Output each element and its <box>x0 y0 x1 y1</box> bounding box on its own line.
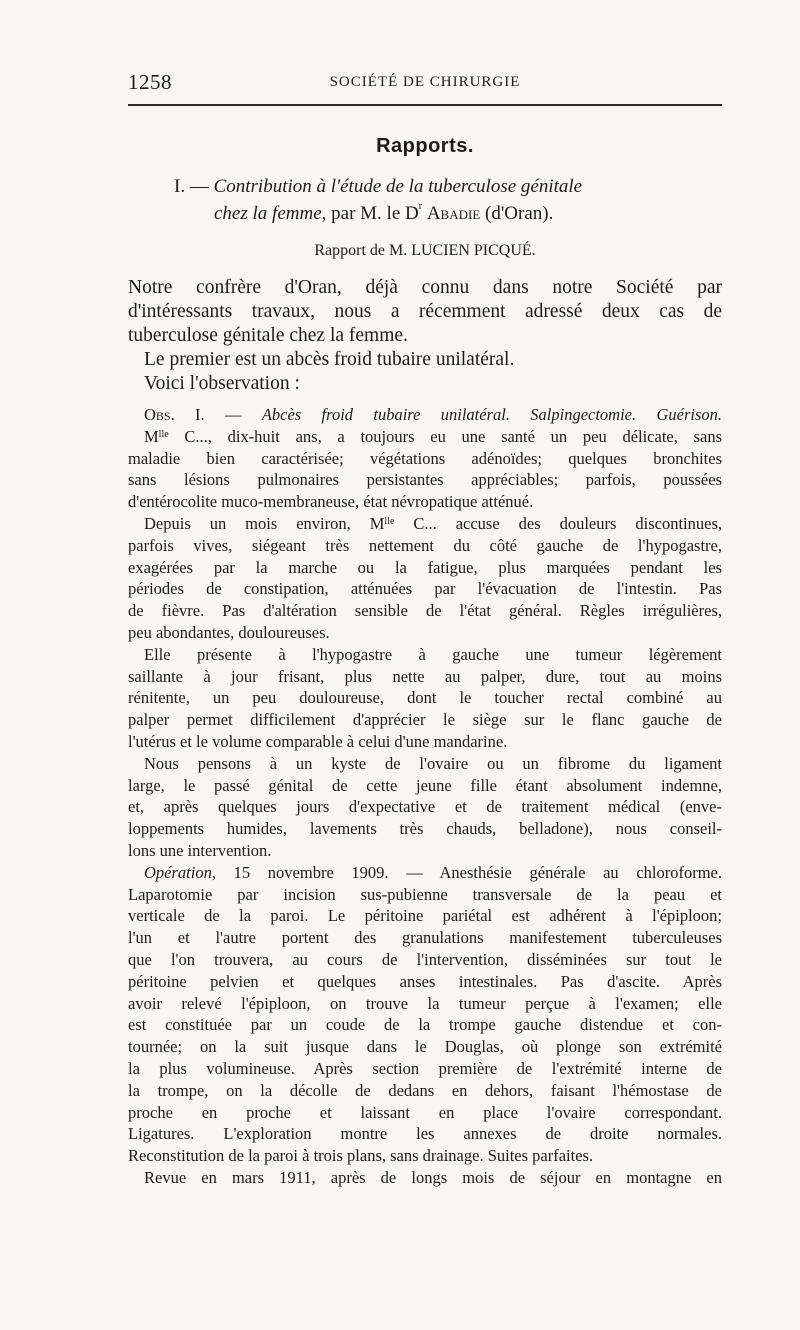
body-line: parfois vives, siégeant très nettement du côté gauche de l'hypogastre, <box>128 535 722 555</box>
contribution-title-text: I. — Contribution à l'étude de la tuberculose génitale <box>174 176 583 197</box>
body-line: peu abondantes, douloureuses. <box>128 622 330 642</box>
intro-line: tuberculose génitale chez la femme. <box>128 325 408 346</box>
body-line: Nous pensons à un kyste de l'ovaire ou un fibrome du ligament <box>144 753 722 773</box>
author-name: Abadie <box>426 203 481 224</box>
body-line: péritoine pelvien et quelques anses intestinales. Pas d'ascite. Après <box>128 971 722 991</box>
intro-line: Voici l'observation : <box>144 373 300 394</box>
section-title: Rapports. <box>376 135 474 157</box>
intro-line: Le premier est un abcès froid tubaire unilatéral. <box>144 349 515 370</box>
body-line: proche en proche et laissant en place l'ovaire correspondant. <box>128 1102 722 1122</box>
intro-line: d'intéressants travaux, nous a récemment adressé deux cas de <box>128 301 722 322</box>
body-line: $M^{lle}$ C..., dix-huit ans, a toujours eu une santé un peu délicate, sans <box>144 426 722 446</box>
body-line: la plus volumineuse. Après section première de l'extrémité interne de <box>128 1058 722 1078</box>
body-line: que l'on trouvera, au cours de l'intervention, disséminées sur tout le <box>128 949 722 969</box>
contribution-subject: chez la femme <box>214 203 322 224</box>
observation-heading <box>128 404 722 426</box>
body-line: de fièvre. Pas d'altération sensible de l'état général. Règles irrégulières, <box>128 601 722 621</box>
mademoiselle-sup: lle <box>384 515 395 527</box>
body-line: et, après quelques jours d'expectative et de traitement médical (enve- <box>128 797 722 817</box>
body-line: palper permet difficilement d'apprécier le siège sur le flanc gauche de <box>128 710 722 730</box>
page-header <box>128 70 722 96</box>
observation-body <box>128 426 722 1189</box>
body-line: périodes de constipation, atténuées par l'évacuation de l'intestin. Pas <box>128 579 722 599</box>
header-rule <box>128 104 722 106</box>
body-line: Laparotomie par incision sus-pubienne transversale de la peau et <box>128 884 722 904</box>
body-line: verticale de la paroi. Le péritoine pariétal est adhérent à l'épiploon; <box>128 906 722 926</box>
contribution-title-line-2 <box>214 203 774 225</box>
body-line: saillante à jour frisant, plus nette au palper, dure, tout au moins <box>128 666 722 686</box>
body-line: lons une intervention. <box>128 840 272 860</box>
observation-label: Obs. I. — <box>144 405 262 424</box>
doctor-abbrev-sup: r <box>418 201 423 212</box>
body-line: exagérées par la marche ou la fatigue, plus marquées pendant les <box>128 557 722 577</box>
contribution-title-line-1 <box>174 176 734 198</box>
contribution-by: , par M. le D <box>321 203 419 224</box>
body-line: loppements humides, lavements très chauds, belladone), nous conseil- <box>128 819 722 839</box>
mademoiselle-sup: lle <box>158 428 169 440</box>
body-line: avoir relevé l'épiploon, on trouve la tumeur perçue à l'examen; elle <box>128 993 722 1013</box>
body-line: l'utérus et le volume comparable à celui d'une mandarine. <box>128 731 508 751</box>
running-head: SOCIÉTÉ DE CHIRURGIE <box>329 74 521 90</box>
observation-title: Abcès froid tubaire unilatéral. Salpingectomie. Guérison. <box>261 405 722 424</box>
body-line: est constituée par un coude de la trompe gauche distendue et con- <box>128 1015 722 1035</box>
rapport-byline: Rapport de M. LUCIEN PICQUÉ. <box>314 242 536 259</box>
page-number: 1258 <box>128 70 172 94</box>
body-line: Reconstitution de la paroi à trois plans, sans drainage. Suites parfaites. <box>128 1146 594 1166</box>
body-line: d'entérocolite muco-membraneuse, état névropatique atténué. <box>128 492 534 512</box>
body-line: Opération, 15 novembre 1909. — Anesthésie générale au chloroforme. <box>144 862 722 882</box>
body-line: Revue en mars 1911, après de longs mois de séjour en montagne en <box>144 1167 722 1187</box>
body-line: large, le passé génital de cette jeune fille étant absolument indemne, <box>128 775 722 795</box>
intro-paragraph <box>128 276 722 396</box>
intro-line: Notre confrère d'Oran, déjà connu dans notre Société par <box>128 277 722 298</box>
author-city: (d'Oran). <box>480 203 554 224</box>
body-line: sans lésions pulmonaires persistantes appréciables; parfois, poussées <box>128 470 722 490</box>
body-line: tournée; on la suit jusque dans le Douglas, où plonge son extrémité <box>128 1037 722 1057</box>
body-line: Depuis un mois environ, $M^{lle}$ C... accuse des douleurs discontinues, <box>144 513 722 533</box>
body-line: Ligatures. L'exploration montre les annexes de droite normales. <box>128 1124 722 1144</box>
body-line: maladie bien caractérisée; végétations adénoïdes; quelques bronchites <box>128 448 722 468</box>
body-line: la trompe, on la décolle de dedans en dehors, faisant l'hémostase de <box>128 1080 722 1100</box>
observation-block <box>128 404 722 1189</box>
body-line: rénitente, un peu douloureuse, dont le toucher rectal combiné au <box>128 688 722 708</box>
body-line: l'un et l'autre portent des granulations manifestement tuberculeuses <box>128 928 722 948</box>
body-line: Elle présente à l'hypogastre à gauche une tumeur légèrement <box>144 644 722 664</box>
